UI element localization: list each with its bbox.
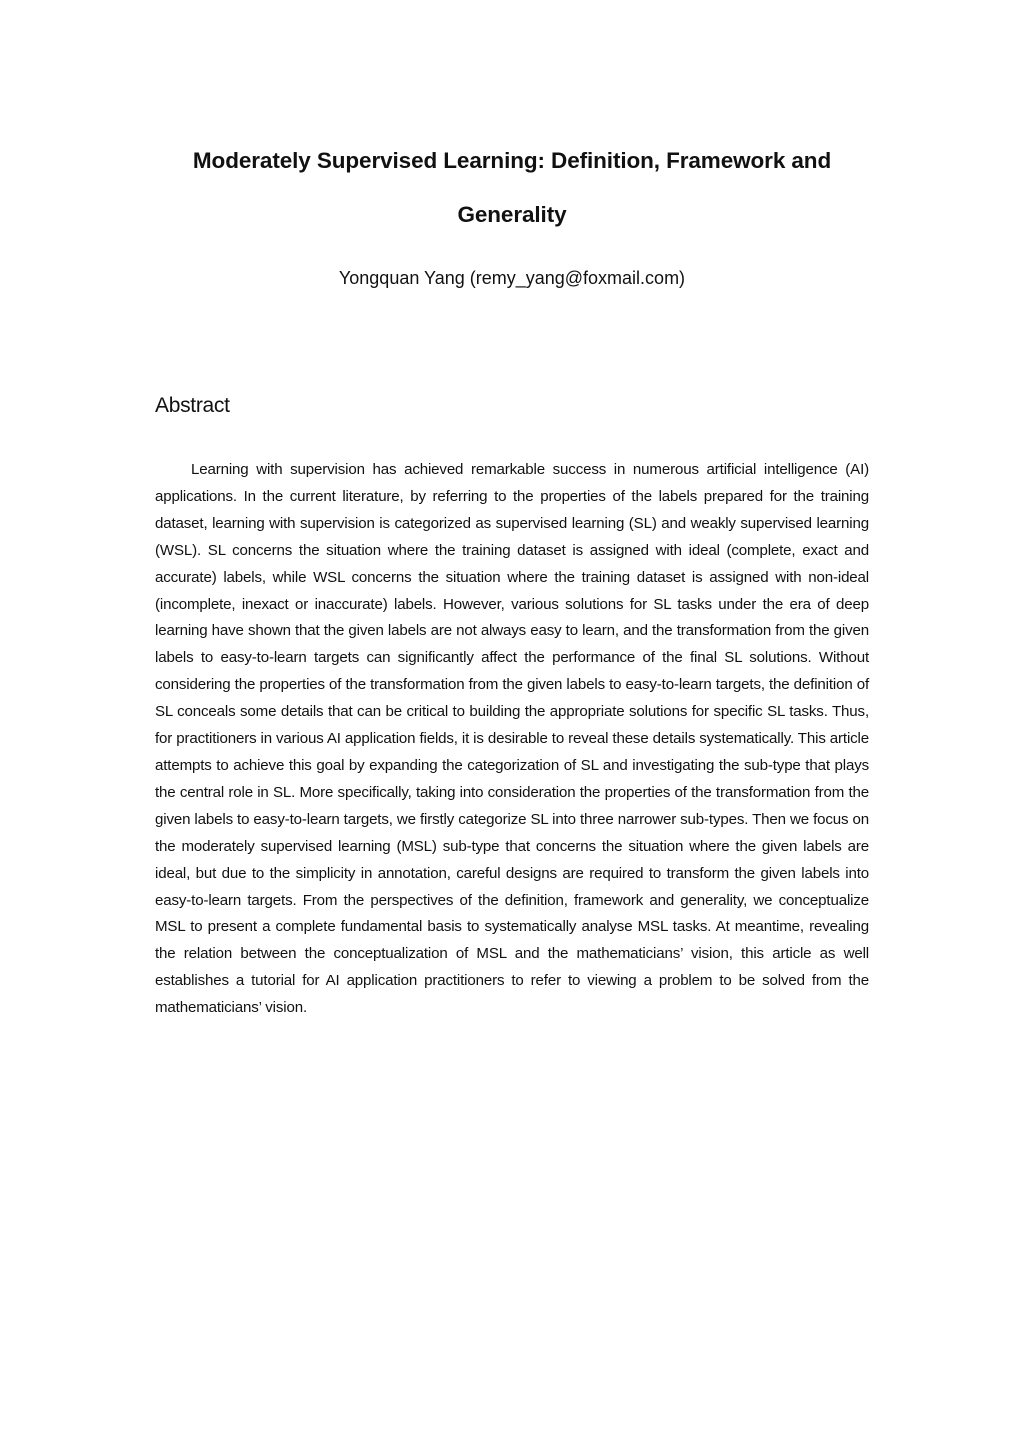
abstract-heading: Abstract bbox=[155, 394, 230, 417]
abstract-body: Learning with supervision has achieved remarkable success in numerous artificial intelligence (AI) applications. In the current literature, by referring to the properties of the labels prepared for the training dataset, learning with supervision is categorized as supervised learning (SL) and weakly supervised learning (WSL). SL concerns the situation where the training dataset is assigned with ideal (complete, exact and accurate) labels, while WSL concerns the situation where the training dataset is assigned with non-ideal (incomplete, inexact or inaccurate) labels. However, various solutions for SL tasks under the era of deep learning have shown that the given labels are not always easy to learn, and the transformation from the given labels to easy-to-learn targets can significantly affect the performance of the final SL solutions. Without considering the properties of the transformation from the given labels to easy-to-learn targets, the definition of SL conceals some details that can be critical to building the appropriate solutions for specific SL tasks. Thus, for practitioners in various AI application fields, it is desirable to reveal these details systematically. This article attempts to achieve this goal by expanding the categorization of SL and investigating the sub-type that plays the central role in SL. More specifically, taking into consideration the properties of the transformation from the given labels to easy-to-learn targets, we firstly categorize SL into three narrower sub-types. Then we focus on the moderately supervised learning (MSL) sub-type that concerns the situation where the given labels are ideal, but due to the simplicity in annotation, careful designs are required to transform the given labels into easy-to-learn targets. From the perspectives of the definition, framework and generality, we conceptualize MSL to present a complete fundamental basis to systematically analyse MSL tasks. At meantime, revealing the relation between the conceptualization of MSL and the mathematicians’ vision, this article as well establishes a tutorial for AI application practitioners to refer to viewing a problem to be solved from the mathematicians’ vision. bbox=[155, 461, 869, 1017]
author-line: Yongquan Yang (remy_yang@foxmail.com) bbox=[338, 268, 686, 288]
paper-title: Moderately Supervised Learning: Definition, Framework and Generality bbox=[192, 148, 832, 227]
